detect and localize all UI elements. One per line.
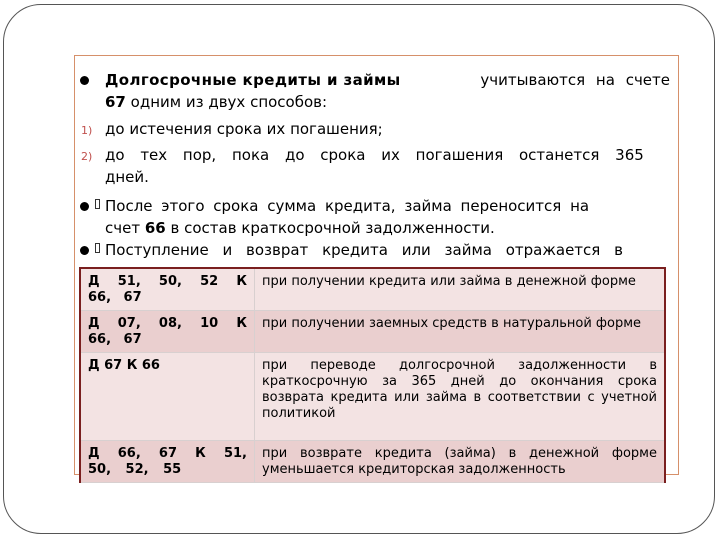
entries-table (79, 267, 666, 483)
bullet-dot-icon (80, 246, 89, 255)
bullet-dot-icon (80, 202, 89, 211)
p1-text-tail: одним из двух способов: (130, 93, 328, 111)
entry-code: Д 66, 67 К 51, 50, 52, 55 (80, 441, 255, 483)
table-row (80, 311, 665, 353)
p1-bold-heading: Долгосрочные кредиты и займы (105, 71, 401, 89)
item-text-line1: до тех пор, пока до срока их погашения останется 365 (105, 146, 644, 164)
p1-account-number: 67 (105, 93, 126, 111)
entry-description: при переводе долгосрочной задолженности в краткосрочную за 365 дней до окончания срока возврата кредита или займа в соответствии с учетной политикой (255, 353, 666, 441)
checkbox-glyph-icon (95, 199, 100, 209)
table-row (80, 353, 665, 441)
entry-description: при возврате кредита (займа) в денежной форме уменьшается кредиторская задолженность (255, 441, 666, 483)
bullet-dot-icon (80, 76, 89, 85)
p2-post: в состав краткосрочной задолженности. (170, 219, 495, 237)
table-row (80, 441, 665, 483)
checkbox-glyph-icon (95, 243, 100, 253)
item-number: 2) (81, 150, 93, 163)
p3-line1: Поступление и возврат кредита или займа отражается в (105, 241, 623, 259)
entry-code: Д 67 К 66 (80, 353, 255, 441)
entry-code: Д 51, 50, 52 К 66, 67 (80, 268, 255, 311)
item-text: до истечения срока их погашения; (105, 120, 383, 138)
entry-description: при получении кредита или займа в денежной форме (255, 268, 666, 311)
item-text-line2: дней. (105, 168, 149, 186)
table-row (80, 268, 665, 311)
entry-code: Д 07, 08, 10 К 66, 67 (80, 311, 255, 353)
p1-text: учитываются на счете (480, 71, 670, 89)
p2-line1: После этого срока сумма кредита, займа переносится на (105, 197, 590, 215)
item-number: 1) (81, 124, 93, 137)
p2-account-number: 66 (144, 219, 166, 237)
entry-description: при получении заемных средств в натуральной форме (255, 311, 666, 353)
p2-pre: счет (105, 219, 141, 237)
